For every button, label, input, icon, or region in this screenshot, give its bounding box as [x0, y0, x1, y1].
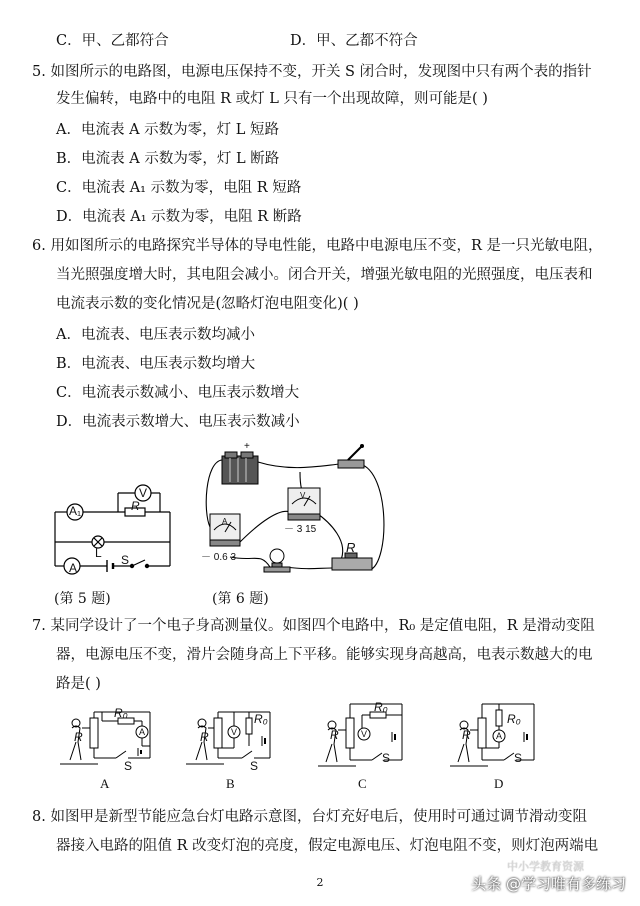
fig6-caption: (第 6 题)	[212, 591, 269, 607]
q7b-s-label: S	[250, 759, 259, 773]
q7-fig-label-d: D	[494, 776, 504, 791]
photoresistor-icon	[332, 553, 372, 570]
q7-circuit-a	[58, 706, 158, 772]
q5-stem-line2: 发生偏转，电路中的电阻 R 或灯 L 只有一个出现故障，则可能是( )	[56, 91, 488, 107]
fig5-caption: (第 5 题)	[54, 591, 111, 607]
q7d-s-label: S	[514, 751, 523, 765]
fig6-voltmeter-scale: － 3 15	[284, 524, 317, 535]
q7a-s-label: S	[124, 759, 133, 773]
knife-switch-icon	[338, 444, 364, 468]
q7b-r-label: R	[200, 730, 209, 744]
page-number: 2	[316, 876, 324, 889]
q5-stem-line1: 5. 如图所示的电路图，电源电压保持不变，开关 S 闭合时，发现图中只有两个表的指针	[32, 64, 592, 80]
q7-stem-line3: 路是( )	[56, 676, 101, 692]
q7a-r-label: R	[74, 730, 83, 744]
watermark-faint: 中小学教育资源	[507, 860, 584, 873]
q7-fig-label-a: A	[100, 776, 110, 791]
fig6-battery-plus: +	[244, 441, 250, 452]
fig5-s-label: S	[121, 553, 130, 567]
q4-option-d: D．甲、乙都不符合	[290, 33, 418, 49]
fig6-ammeter-scale: － 0.6 3	[201, 552, 237, 563]
q6-stem-line1: 6. 用如图所示的电路探究半导体的导电性能，电路中电源电压不变，R 是一只光敏电阻，	[32, 238, 603, 254]
q7-fig-label-b: B	[226, 776, 235, 791]
q8-stem-line1: 8. 如图甲是新型节能应急台灯电路示意图，台灯充好电后，使用时可通过调节滑动变阻	[32, 809, 587, 825]
q7c-s-label: S	[382, 751, 391, 765]
q5-option-d: D．电流表 A₁ 示数为零，电阻 R 断路	[56, 209, 302, 225]
watermark: 头条 @学习唯有多练习	[471, 875, 626, 893]
lamp-icon	[264, 549, 290, 572]
fig6-r-label: R	[346, 540, 356, 555]
q7a-ammeter-label: A	[139, 727, 146, 737]
q5-option-a: A．电流表 A 示数为零，灯 L 短路	[56, 122, 280, 138]
q7-circuit-b	[184, 706, 284, 772]
q7-stem-line2: 器，电源电压不变，滑片会随身高上下平移。能够实现身高越高，电表示数越大的电	[56, 647, 593, 663]
fig5-l-label: L	[95, 546, 102, 560]
fig5-a1-label: A₁	[69, 504, 82, 518]
fig6-voltmeter-v: V	[300, 491, 306, 500]
q7-fig-label-c: C	[358, 776, 367, 791]
q5-option-b: B．电流表 A 示数为零，灯 L 断路	[56, 151, 280, 167]
fig6-ammeter-a: A	[222, 517, 228, 526]
q7b-r0-label: R₀	[254, 712, 268, 726]
battery-icon	[222, 452, 258, 484]
fig5-r-label: R	[131, 499, 140, 513]
q6-option-c: C．电流表示数减小、电压表示数增大	[56, 385, 300, 401]
q6-option-d: D．电流表示数增大、电压表示数减小	[56, 414, 300, 430]
q7-stem-line1: 7. 某同学设计了一个电子身高测量仪。如图四个电路中，R₀ 是定值电阻，R 是滑动变阻	[32, 618, 595, 634]
q7c-r-label: R	[330, 728, 339, 742]
q6-option-a: A．电流表、电压表示数均减小	[56, 327, 255, 343]
fig5-a-label: A	[69, 561, 78, 575]
fig5-v-label: V	[139, 486, 148, 500]
q7c-voltmeter-label: V	[361, 729, 368, 739]
q6-stem-line2: 当光照强度增大时，其电阻会减小。闭合开关，增强光敏电阻的光照强度，电压表和	[56, 267, 593, 283]
q7b-voltmeter-label: V	[231, 727, 238, 737]
q8-stem-line2: 器接入电路的阻值 R 改变灯泡的亮度，假定电源电压、灯泡电阻不变，则灯泡两端电	[56, 838, 599, 854]
q5-option-c: C．电流表 A₁ 示数为零，电阻 R 短路	[56, 180, 302, 196]
q7d-r0-label: R₀	[507, 712, 521, 726]
q7c-r0-label: R₀	[374, 700, 388, 714]
q6-stem-line3: 电流表示数的变化情况是(忽略灯泡电阻变化)( )	[56, 296, 359, 312]
q7d-r-label: R	[462, 728, 471, 742]
q7d-ammeter-label: A	[496, 731, 503, 741]
q6-option-b: B．电流表、电压表示数均增大	[56, 356, 256, 372]
q7a-r0-label: R₀	[114, 706, 128, 720]
q4-option-c: C．甲、乙都符合	[56, 33, 169, 49]
